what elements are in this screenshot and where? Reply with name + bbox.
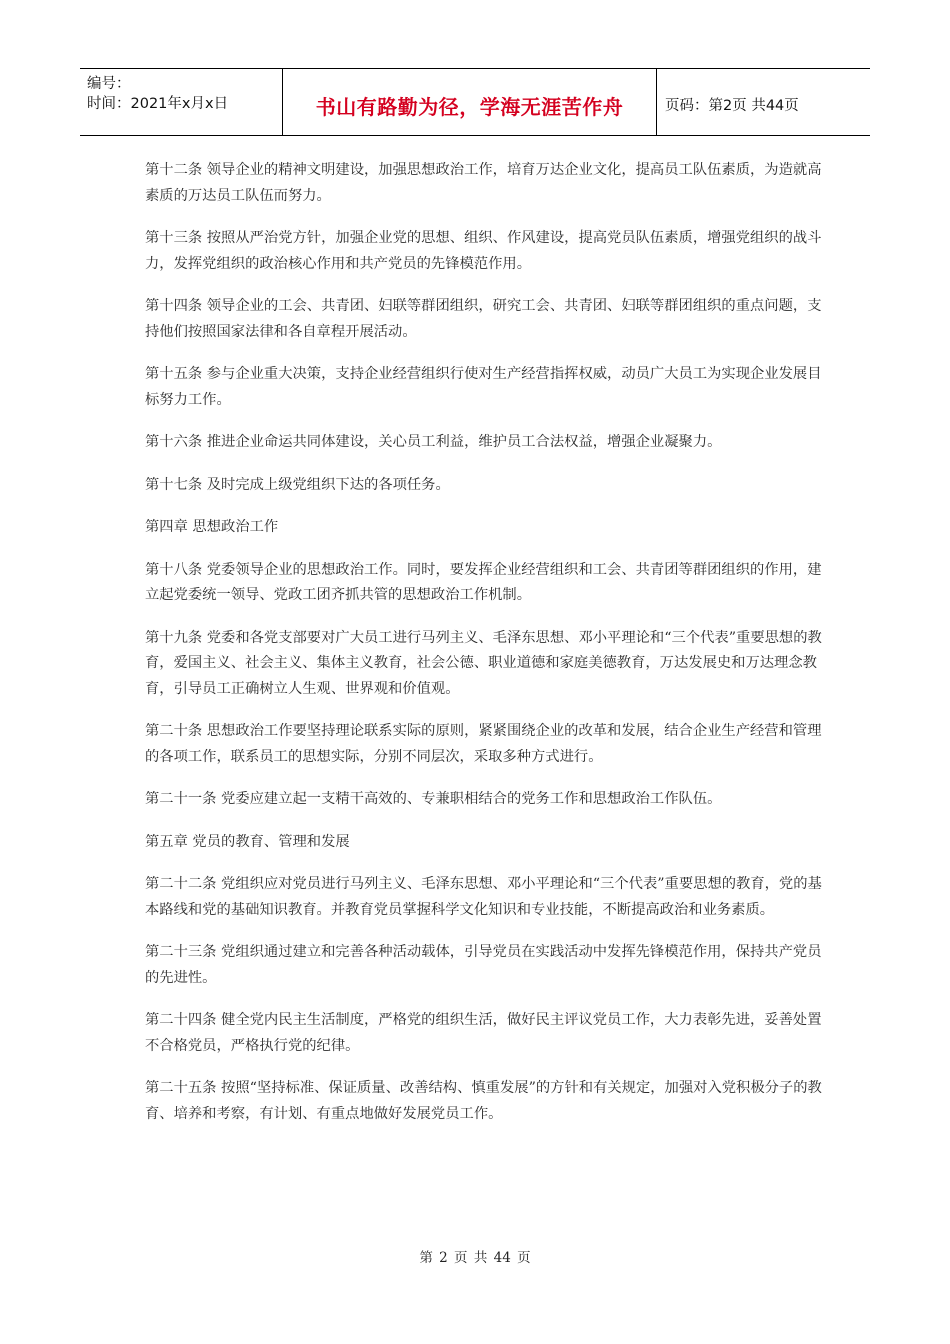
article-25: 第二十五条 按照“坚持标准、保证质量、改善结构、慎重发展”的方针和有关规定，加强对入党积极分子的教育、培养和考察，有计划、有重点地做好发展党员工作。 [145,1080,822,1122]
article-13: 第十三条 按照从严治党方针，加强企业党的思想、组织、作风建设，提高党员队伍素质，增强党组织的战斗力，发挥党组织的政治核心作用和共产党员的先锋模范作用。 [145,230,822,272]
article-22: 第二十二条 党组织应对党员进行马列主义、毛泽东思想、邓小平理论和“三个代表”重要思想的教育，党的基本路线和党的基础知识教育。并教育党员掌握科学文化知识和专业技能，不断提高政治和业务素质。 [145,876,822,918]
chapter-4-heading: 第四章 思想政治工作 [145,519,279,535]
header-motto: 书山有路勤为径，学海无涯苦作舟 [283,69,657,135]
article-18: 第十八条 党委领导企业的思想政治工作。同时，要发挥企业经营组织和工会、共青团等群团组织的作用，建立起党委统一领导、党政工团齐抓共管的思想政治工作机制。 [145,561,822,603]
article-21: 第二十一条 党委应建立起一支精干高效的、专兼职相结合的党务工作和思想政治工作队伍。 [145,791,722,807]
article-24: 第二十四条 健全党内民主生活制度，严格党的组织生活，做好民主评议党员工作，大力表彰先进，妥善处置不合格党员，严格执行党的纪律。 [145,1012,822,1054]
time-label: 时间：2021年x月x日 [87,96,229,112]
page-footer: 第 2 页 共 44 页 [419,1250,531,1266]
header-meta [80,69,283,135]
article-16: 第十六条 推进企业命运共同体建设，关心员工利益，维护员工合法权益，增强企业凝聚力。 [145,434,722,450]
document-body [145,158,825,1144]
header-page-info: 页码：第2页 共44页 [665,97,799,114]
article-12: 第十二条 领导企业的精神文明建设，加强思想政治工作，培育万达企业文化，提高员工队伍素质，为造就高素质的万达员工队伍而努力。 [145,162,822,204]
article-15: 第十五条 参与企业重大决策，支持企业经营组织行使对生产经营指挥权威，动员广大员工为实现企业发展目标努力工作。 [145,366,822,408]
article-23: 第二十三条 党组织通过建立和完善各种活动载体，引导党员在实践活动中发挥先锋模范作用，保持共产党员的先进性。 [145,944,822,986]
article-17: 第十七条 及时完成上级党组织下达的各项任务。 [145,476,450,493]
document-header [80,68,870,136]
article-19: 第十九条 党委和各党支部要对广大员工进行马列主义、毛泽东思想、邓小平理论和“三个代表”重要思想的教育，爱国主义、社会主义、集体主义教育，社会公德、职业道德和家庭美德教育，万达发展史和万达理念教育，引导员工正确树立人生观、世界观和价值观。 [145,629,822,697]
number-label: 编号： [87,76,131,92]
chapter-5-heading: 第五章 党员的教育、管理和发展 [145,833,350,850]
article-14: 第十四条 领导企业的工会、共青团、妇联等群团组织，研究工会、共青团、妇联等群团组织的重点问题，支持他们按照国家法律和各自章程开展活动。 [145,298,822,340]
article-20: 第二十条 思想政治工作要坚持理论联系实际的原则，紧紧围绕企业的改革和发展，结合企业生产经营和管理的各项工作，联系员工的思想实际，分别不同层次，采取多种方式进行。 [145,723,822,765]
